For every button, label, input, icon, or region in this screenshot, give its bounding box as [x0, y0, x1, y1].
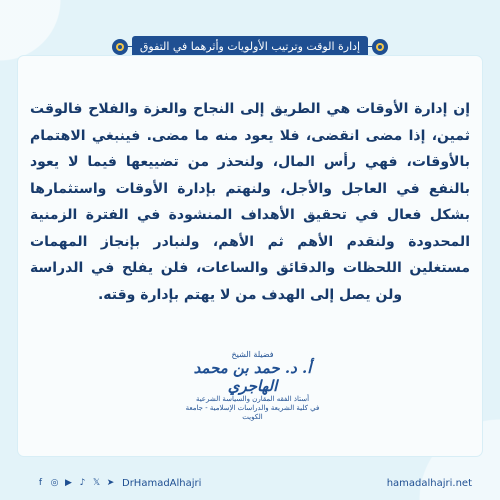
twitter-icon[interactable]: 𝕏 — [92, 478, 101, 488]
telegram-icon[interactable]: ➤ — [106, 478, 115, 488]
main-paragraph: إن إدارة الأوقات هي الطريق إلى النجاح والعزة والفلاح فالوقت ثمين، إذا مضى انقضى، فلا يعود منه ما مضى. فينبغي الاهتمام بالأوقات، فهي رأس المال، ولنحذر من تضييعها فيما لا يعود بالنفع في العاجل والأجل، ولنهتم بإدارة الأوقات واستثمارها بشكل فعال في تحقيق الأهداف المنشودة في الفترة الزمنية المحدودة ولنقدم الأهم ثم الأهم، ولنبادر بإنجاز المهمات مستغلين اللحظات والدقائق والساعات، فلن يفلح في الدراسة ولن يصل إلى الهدف من لا يهتم بإدارة وقته. — [30, 101, 470, 303]
social-handle[interactable]: DrHamadAlhajri — [122, 478, 202, 489]
tiktok-icon[interactable]: ♪ — [79, 478, 86, 488]
instagram-icon[interactable]: ◎ — [50, 478, 59, 488]
header-title: إدارة الوقت وترتيب الأولويات وأثرهما في التفوق — [132, 36, 368, 58]
footer — [0, 470, 500, 500]
website-link[interactable]: hamadalhajri.net — [386, 478, 472, 489]
signature-name: أ. د. حمد بن محمد الهاجري — [193, 359, 312, 395]
gear-icon — [370, 37, 390, 57]
signature-block — [180, 350, 325, 420]
social-links — [36, 478, 201, 489]
youtube-icon[interactable]: ▶ — [65, 478, 72, 488]
gear-icon — [110, 37, 130, 57]
signature-subtitle-2: في كلية الشريعة والدراسات الإسلامية - جامعة الكويت — [185, 404, 320, 421]
signature-title: فضيلة الشيخ — [231, 350, 274, 359]
facebook-icon[interactable]: f — [38, 478, 43, 488]
signature-subtitle-1: أستاذ الفقه المقارن والسياسة الشرعية — [195, 395, 310, 403]
